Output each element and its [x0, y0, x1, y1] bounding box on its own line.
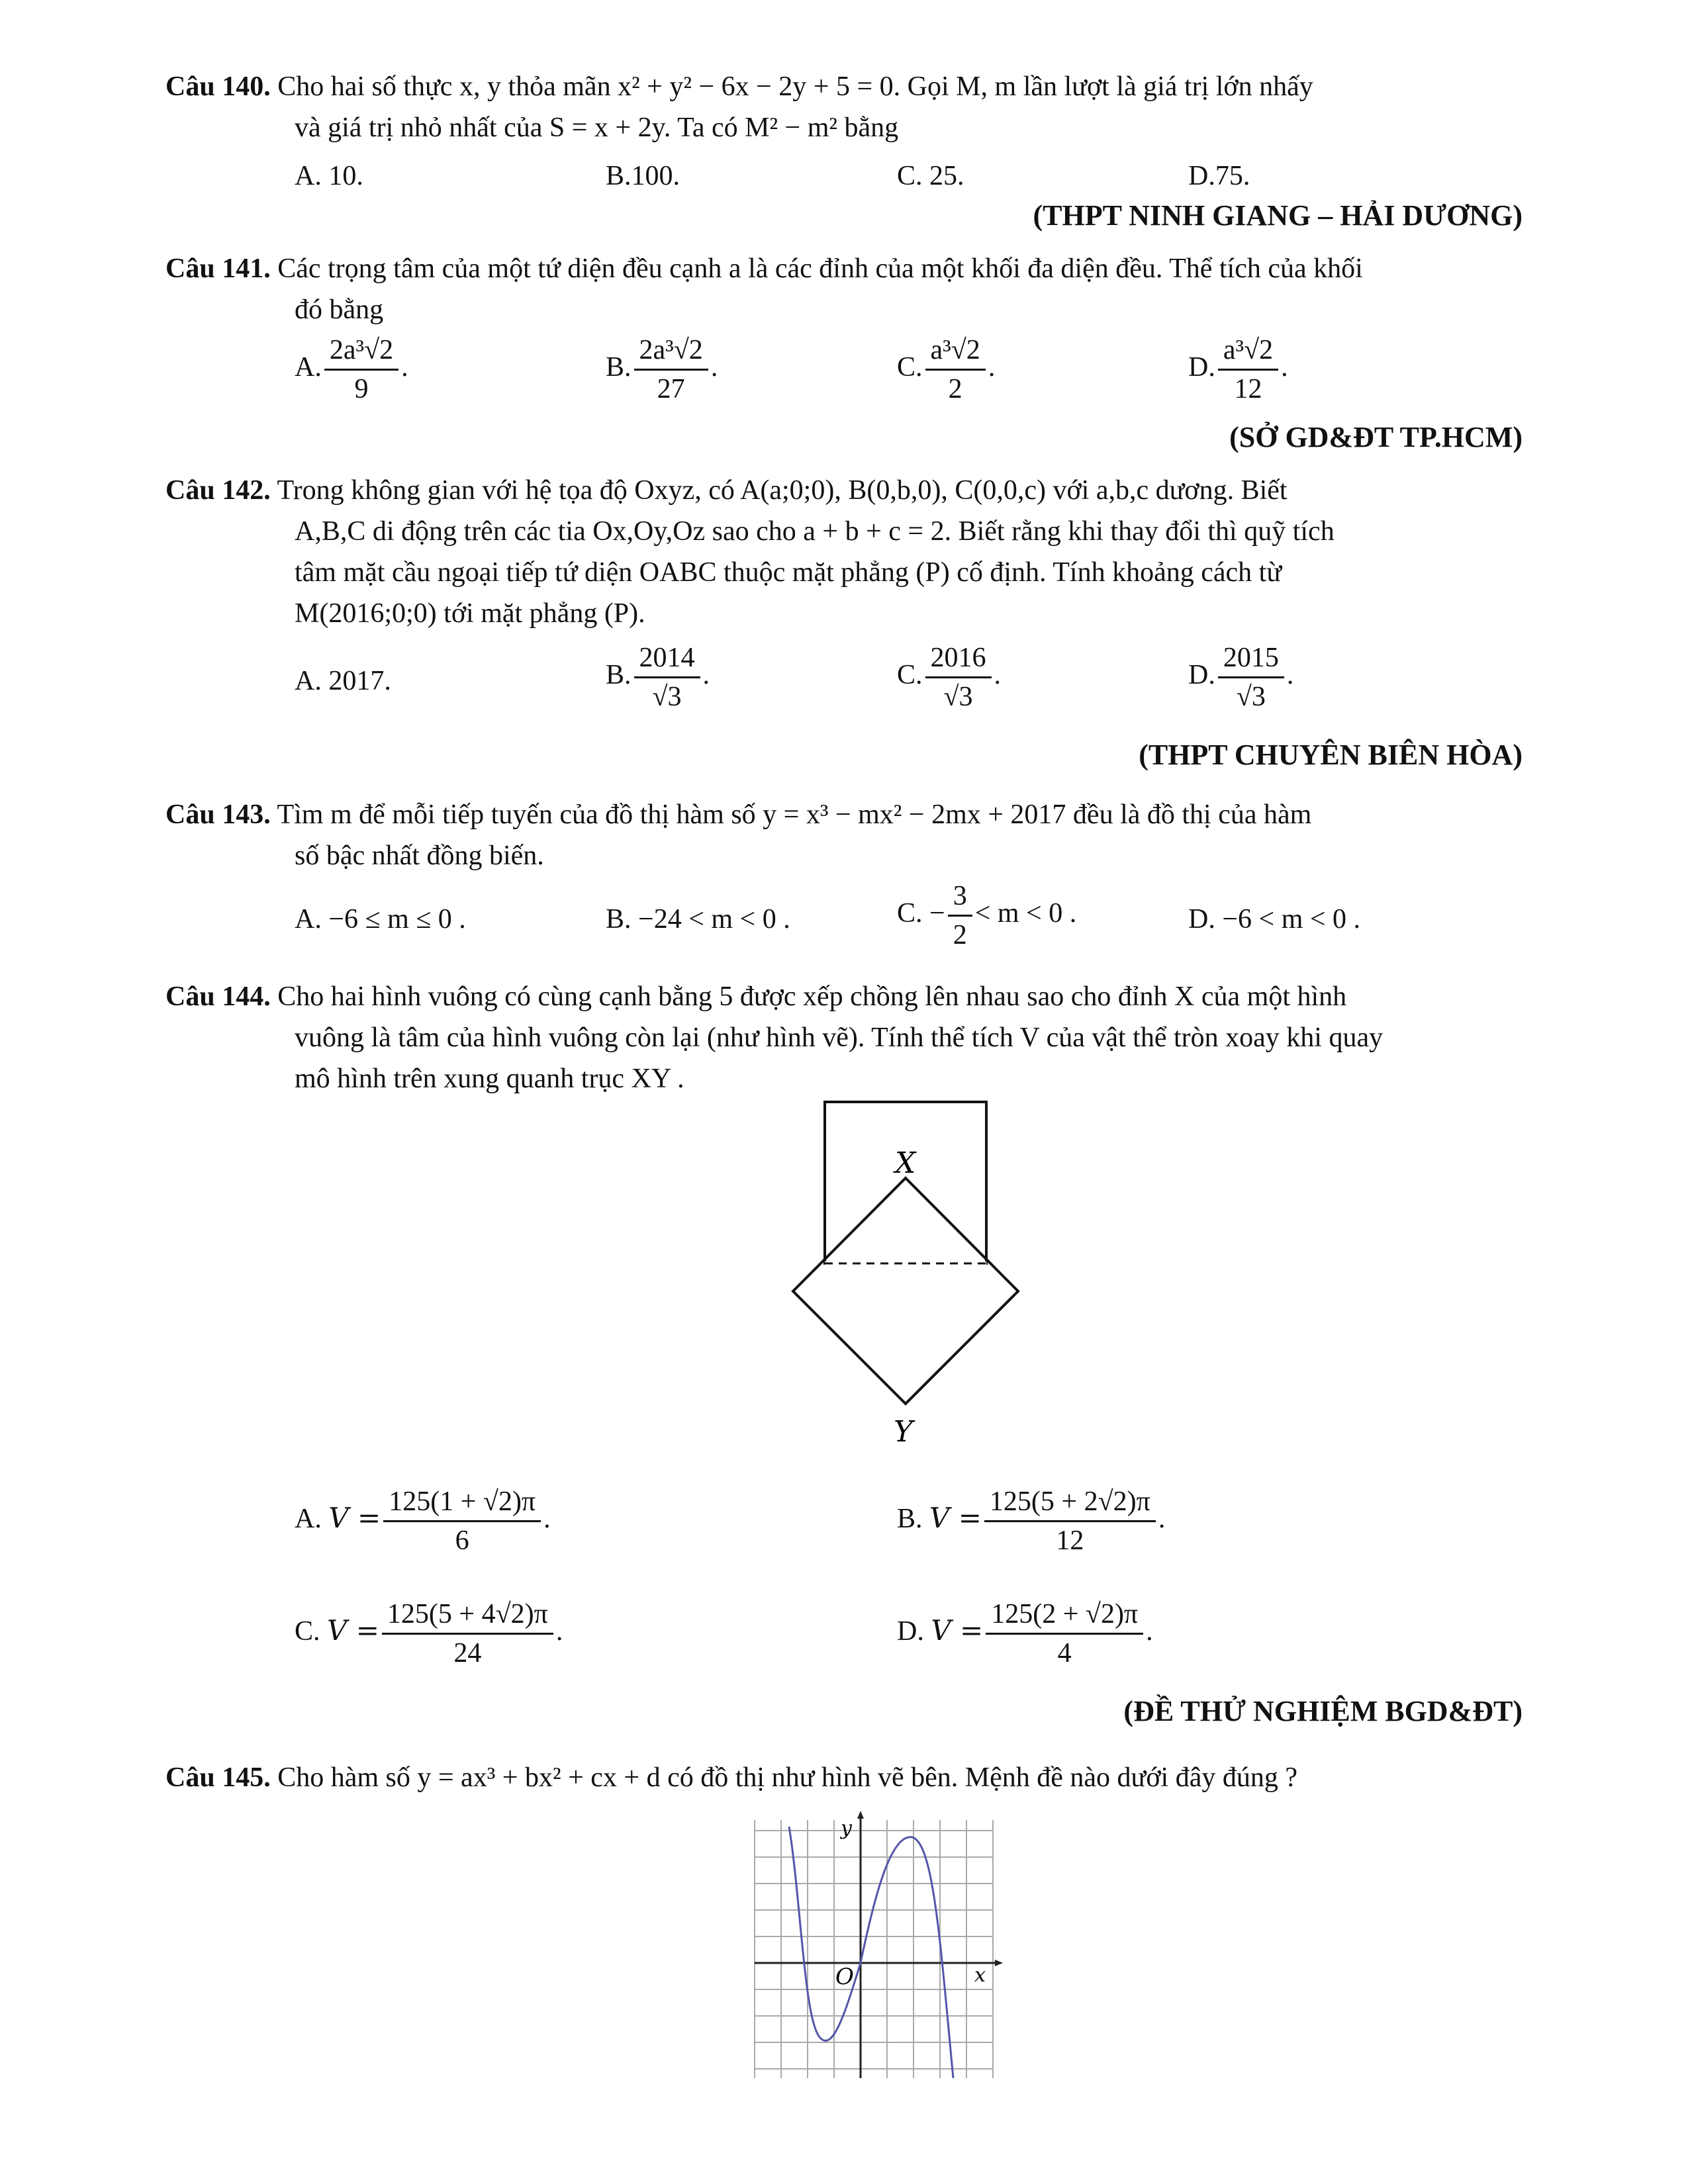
question-text-line1: Cho hàm số y = ax³ + bx² + cx + d có đồ thị như hình vẽ bên. Mệnh đề nào dưới đây đúng ? [277, 1762, 1297, 1793]
option-letter: D. [897, 1616, 924, 1647]
option-prefix: C. − [897, 898, 945, 929]
question-text-line1: Các trọng tâm của một tứ diện đều cạnh a là các đỉnh của một khối đa diện đều. Thể tích của khối [277, 253, 1363, 284]
fraction [634, 334, 708, 405]
x-axis-label: x [974, 1964, 986, 1987]
question-142 [165, 470, 1523, 634]
option-letter: D. [1188, 352, 1215, 383]
option-letter: C. [295, 1616, 320, 1647]
option-c: C. $\frac{\text{a³√2}}{2}$ . [897, 335, 996, 404]
option-c: C. V = $\frac{125(5 + 4√2)\pi}{24}$ . [295, 1599, 563, 1668]
option-letter: A. [295, 1504, 322, 1535]
label-y: Y [894, 1415, 914, 1449]
numerator: 125(5 + 2√2)π [984, 1486, 1156, 1522]
option-b: B.100. [606, 161, 680, 191]
option-b: B. −24 < m < 0 . [606, 904, 790, 934]
denominator: 12 [1056, 1525, 1084, 1556]
question-text-line1: Tìm m để mỗi tiếp tuyến của đồ thị hàm số y = x³ − mx² − 2mx + 2017 đều là đồ thị của hàm [277, 799, 1312, 830]
question-label: Câu 141. [165, 253, 271, 284]
question-144 [165, 976, 1523, 1099]
denominator: 4 [1057, 1638, 1072, 1668]
question-text-line4: M(2016;0;0) tới mặt phẳng (P). [295, 598, 645, 629]
option-a: A. 10. [295, 161, 363, 191]
numerator: 2014 [634, 642, 700, 678]
option-d: D. $\frac{\text{a³√2}}{12}$ . [1188, 335, 1288, 404]
option-d: D. −6 < m < 0 . [1188, 904, 1361, 934]
option-letter: C. [897, 352, 923, 383]
question-text-line2: vuông là tâm của hình vuông còn lại (như hình vẽ). Tính thể tích V của vật thể tròn xoay khi quay [295, 1023, 1383, 1053]
question-143 [165, 794, 1523, 876]
label-x: X [895, 1146, 916, 1180]
option-suffix: < m < 0 . [974, 898, 1077, 929]
option-a: A. −6 ≤ m ≤ 0 . [295, 904, 466, 934]
question-label: Câu 142. [165, 475, 271, 506]
option-a: A. V = $\frac{125(1 + √2)\pi}{6}$ . [295, 1486, 551, 1556]
fraction [986, 1598, 1143, 1669]
squares-figure [781, 1092, 1046, 1463]
x-axis-arrow [995, 1960, 1003, 1966]
denominator: √3 [1236, 682, 1266, 712]
denominator: 27 [657, 374, 685, 404]
option-b: B. $\frac{2014}{√3}$ . [606, 643, 710, 712]
numerator: 2016 [925, 642, 992, 678]
option-lhs: V = [328, 1502, 381, 1535]
option-b: B. V = $\frac{125(5 + 2√2)\pi}{12}$ . [897, 1486, 1166, 1556]
option-d: D.75. [1188, 161, 1250, 191]
fraction [925, 642, 992, 713]
numerator: 3 [948, 880, 972, 917]
grid [755, 1820, 993, 2078]
option-letter: C. [897, 660, 923, 691]
fraction [948, 880, 972, 951]
question-text-line2: số bậc nhất đồng biến. [295, 841, 544, 871]
denominator: 12 [1234, 374, 1262, 404]
option-c: C. 25. [897, 161, 964, 191]
option-letter: B. [897, 1504, 923, 1535]
source-citation: (THPT NINH GIANG – HẢI DƯƠNG) [1033, 199, 1523, 232]
source-citation: (SỞ GD&ĐT TP.HCM) [1229, 421, 1523, 453]
numerator: 125(2 + √2)π [986, 1598, 1143, 1635]
option-lhs: V = [327, 1614, 379, 1647]
source-citation: (THPT CHUYÊN BIÊN HÒA) [1139, 739, 1523, 771]
fraction [1218, 642, 1284, 713]
denominator: 2 [953, 920, 967, 950]
option-lhs: V = [929, 1502, 982, 1535]
denominator: 6 [455, 1525, 469, 1556]
question-140 [165, 66, 1523, 148]
option-letter: B. [606, 660, 632, 691]
question-text-line1: Cho hai hình vuông có cùng cạnh bằng 5 được xếp chồng lên nhau sao cho đỉnh X của một hình [277, 981, 1347, 1012]
question-label: Câu 144. [165, 981, 271, 1012]
question-text-line2: đó bằng [295, 295, 384, 325]
option-b: B. $\frac{\text{2a³√2}}{27}$ . [606, 335, 718, 404]
option-d: D. $\frac{2015}{√3}$ . [1188, 643, 1294, 712]
source-citation: (ĐỀ THỬ NGHIỆM BGD&ĐT) [1123, 1695, 1523, 1727]
question-label: Câu 143. [165, 799, 271, 830]
denominator: 9 [354, 374, 369, 404]
question-label: Câu 140. [165, 71, 271, 102]
option-letter: A. [295, 352, 322, 383]
origin-label: O [835, 1964, 854, 1990]
numerator: 125(1 + √2)π [383, 1486, 541, 1522]
fraction [324, 334, 399, 405]
numerator: 2a³√2 [634, 334, 708, 371]
cubic-curve [789, 1827, 953, 2078]
y-axis-label: y [841, 1817, 852, 1840]
fraction [984, 1486, 1156, 1557]
numerator: a³√2 [1218, 334, 1278, 371]
option-letter: B. [606, 352, 632, 383]
numerator: 2a³√2 [324, 334, 399, 371]
question-text-line1: Cho hai số thực x, y thỏa mãn x² + y² − 6x − 2y + 5 = 0. Gọi M, m lần lượt là giá trị lớn nhấy [277, 71, 1313, 102]
y-axis-arrow [857, 1811, 864, 1819]
option-a: A. 2017. [295, 666, 391, 696]
option-letter: D. [1188, 660, 1215, 691]
question-141 [165, 248, 1523, 330]
question-145 [165, 1757, 1523, 1798]
denominator: √3 [652, 682, 682, 712]
option-c: C. $\frac{2016}{√3}$ . [897, 643, 1002, 712]
rotated-square [793, 1178, 1018, 1404]
fraction [925, 334, 986, 405]
question-text-line3: mô hình trên xung quanh trục XY . [295, 1064, 684, 1094]
numerator: 2015 [1218, 642, 1284, 678]
numerator: a³√2 [925, 334, 986, 371]
denominator: 24 [453, 1638, 482, 1668]
numerator: 125(5 + 4√2)π [382, 1598, 553, 1635]
option-c [897, 880, 1076, 951]
option-lhs: V = [931, 1614, 984, 1647]
question-text-line1: Trong không gian với hệ tọa độ Oxyz, có A(a;0;0), B(0,b,0), C(0,0,c) với a,b,c dương. Biết [277, 475, 1288, 506]
option-a: A. $\frac{\text{2a³√2}}{9}$ . [295, 335, 408, 404]
fraction [383, 1486, 541, 1557]
cubic-graph [741, 1807, 1006, 2085]
denominator: 2 [948, 374, 962, 404]
question-label: Câu 145. [165, 1762, 271, 1793]
option-d: D. V = $\frac{125(2 + √2)\pi}{4}$ . [897, 1599, 1153, 1668]
question-text-line2: A,B,C di động trên các tia Ox,Oy,Oz sao cho a + b + c = 2. Biết rằng khi thay đổi thì quỹ tích [295, 516, 1335, 547]
denominator: √3 [943, 682, 973, 712]
fraction [382, 1598, 553, 1669]
question-text-line3: tâm mặt cầu ngoại tiếp tứ diện OABC thuộc mặt phẳng (P) cố định. Tính khoảng cách từ [295, 557, 1282, 588]
question-text-line2: và giá trị nhỏ nhất của S = x + 2y. Ta có M² − m² bằng [295, 113, 899, 143]
fraction [1218, 334, 1278, 405]
fraction [634, 642, 700, 713]
